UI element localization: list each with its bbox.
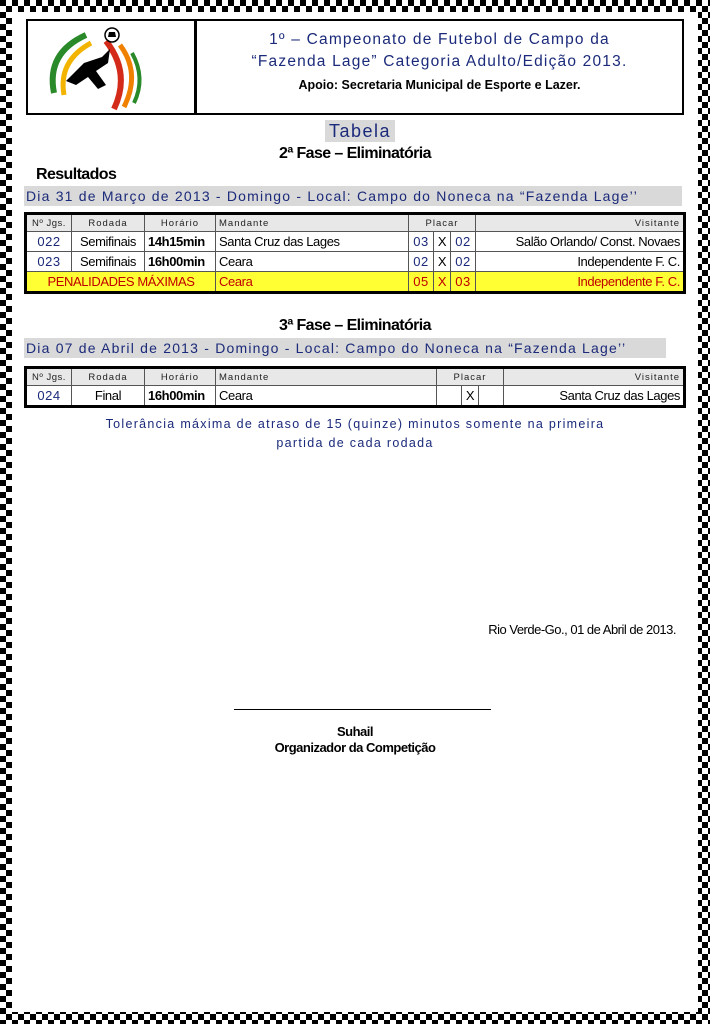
col-num: Nº Jgs. — [26, 214, 72, 232]
game-round: Semifinais — [72, 252, 145, 272]
away-score: 02 — [451, 232, 476, 252]
tolerance-note — [0, 415, 710, 453]
game-number: 024 — [26, 386, 72, 407]
col-num: Nº Jgs. — [26, 368, 72, 386]
away-score: 02 — [451, 252, 476, 272]
place-date: Rio Verde-Go., 01 de Abril de 2013. — [488, 622, 676, 637]
header-title-line2: “Fazenda Lage” Categoria Adulto/Edição 2013. — [251, 53, 628, 70]
col-placar: Placar — [437, 368, 504, 386]
home-score: 02 — [409, 252, 434, 272]
col-mandante: Mandante — [216, 368, 437, 386]
game-round: Final — [72, 386, 145, 407]
results-heading: Resultados — [36, 166, 117, 183]
signature-role: Organizador da Competição — [274, 740, 436, 755]
versus-mark: X — [462, 386, 479, 407]
tolerance-line2: partida de cada rodada — [276, 436, 434, 450]
game-time: 16h00min — [145, 252, 216, 272]
date-line-2: Dia 07 de Abril de 2013 - Domingo - Local: Campo do Noneca na “Fazenda Lage’’ — [24, 338, 666, 358]
col-visitante: Visitante — [476, 214, 685, 232]
home-score: 03 — [409, 232, 434, 252]
phase2-heading: 2ª Fase – Eliminatória — [279, 145, 431, 162]
game-number: 022 — [26, 232, 72, 252]
home-penalty-score: 05 — [409, 272, 434, 293]
tabela-label: Tabela — [325, 120, 395, 142]
versus-mark: X — [434, 232, 451, 252]
penalties-row — [26, 272, 685, 293]
home-team: Ceara — [216, 252, 409, 272]
away-team: Independente F. C. — [476, 252, 685, 272]
away-penalty-score: 03 — [451, 272, 476, 293]
table-header-row — [26, 214, 685, 232]
col-rodada: Rodada — [72, 214, 145, 232]
penalties-label: PENALIDADES MÁXIMAS — [26, 272, 216, 293]
col-horario: Horário — [145, 368, 216, 386]
header-box — [26, 19, 684, 115]
table-header-row — [26, 368, 685, 386]
header-title-line1: 1º – Campeonato de Futebol de Campo da — [269, 31, 610, 48]
away-team: Independente F. C. — [476, 272, 685, 293]
col-horario: Horário — [145, 214, 216, 232]
col-rodada: Rodada — [72, 368, 145, 386]
versus-mark: X — [434, 252, 451, 272]
game-round: Semifinais — [72, 232, 145, 252]
home-team: Ceara — [216, 386, 437, 407]
col-placar: Placar — [409, 214, 476, 232]
table-row — [26, 252, 685, 272]
away-team: Santa Cruz das Lages — [504, 386, 685, 407]
col-visitante: Visitante — [504, 368, 685, 386]
tolerance-line1: Tolerância máxima de atraso de 15 (quinze) minutos somente na primeira — [105, 417, 605, 431]
results-table-2 — [24, 366, 686, 408]
home-team: Santa Cruz das Lages — [216, 232, 409, 252]
away-team: Salão Orlando/ Const. Novaes — [476, 232, 685, 252]
home-team: Ceara — [216, 272, 409, 293]
header-support: Apoio: Secretaria Municipal de Esporte e Lazer. — [298, 78, 581, 92]
home-score — [437, 386, 462, 407]
game-number: 023 — [26, 252, 72, 272]
date-line-1: Dia 31 de Março de 2013 - Domingo - Local: Campo do Noneca na “Fazenda Lage’’ — [24, 186, 682, 206]
header-text — [197, 21, 682, 113]
game-time: 14h15min — [145, 232, 216, 252]
football-player-logo-icon — [36, 23, 186, 113]
col-mandante: Mandante — [216, 214, 409, 232]
game-time: 16h00min — [145, 386, 216, 407]
phase3-heading: 3ª Fase – Eliminatória — [279, 317, 431, 334]
results-table-1 — [24, 212, 686, 294]
signature-line — [234, 709, 491, 710]
away-score — [479, 386, 504, 407]
logo-box — [28, 21, 197, 113]
table-row — [26, 386, 685, 407]
versus-mark: X — [434, 272, 451, 293]
signature-name: Suhail — [336, 724, 373, 739]
table-row — [26, 232, 685, 252]
